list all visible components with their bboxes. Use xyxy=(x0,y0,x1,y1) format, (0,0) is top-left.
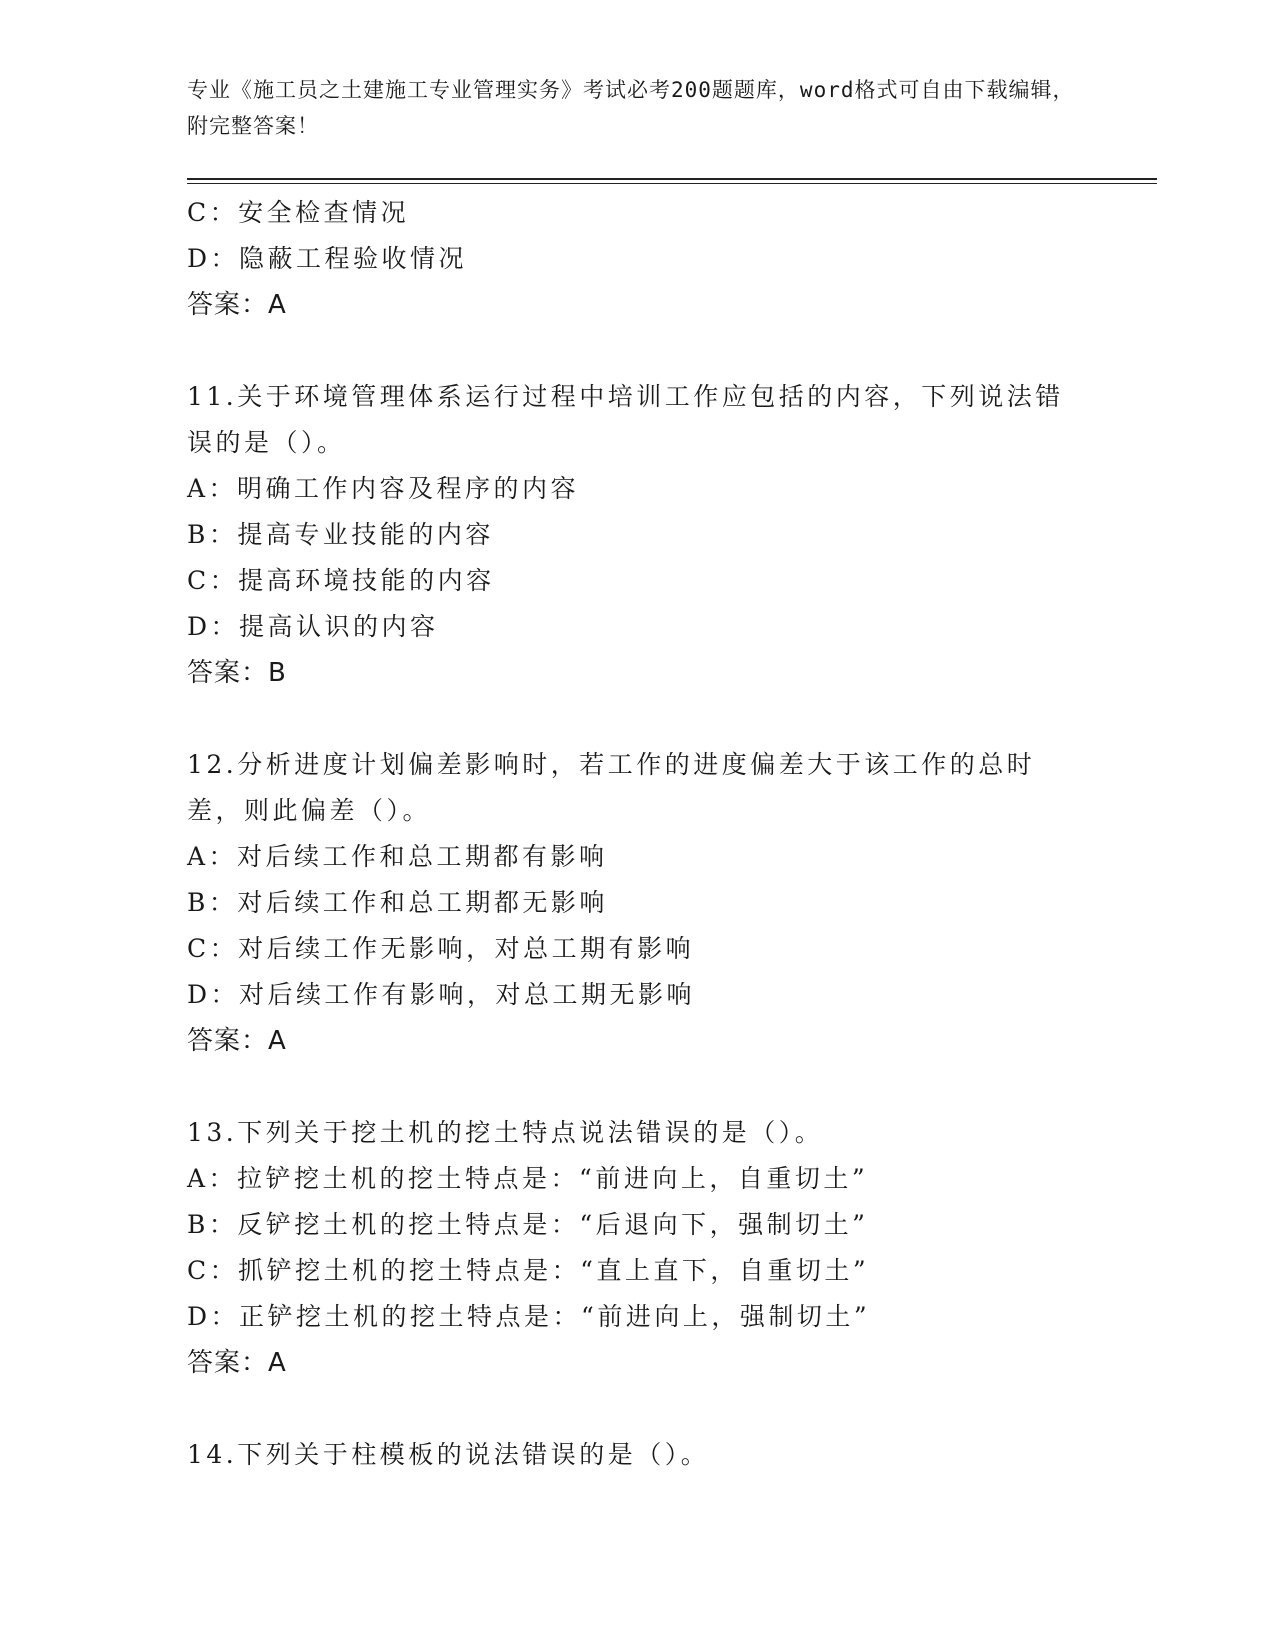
question-stem: 11.关于环境管理体系运行过程中培训工作应包括的内容，下列说法错误的是（）。 xyxy=(187,382,1064,457)
option-c: C：对后续工作无影响，对总工期有影响 xyxy=(187,934,695,963)
page-header: 专业《施工员之土建施工专业管理实务》考试必考200题题库，word格式可自由下载编辑，附完整答案！ xyxy=(187,78,1075,138)
option-b: B：提高专业技能的内容 xyxy=(187,520,494,549)
question-stem: 14.下列关于柱模板的说法错误的是（）。 xyxy=(187,1440,710,1469)
answer-line: 答案：A xyxy=(187,1026,287,1056)
option-d: D：对后续工作有影响，对总工期无影响 xyxy=(187,980,696,1009)
option-a: A：对后续工作和总工期都有影响 xyxy=(187,842,608,871)
question-stem: 12.分析进度计划偏差影响时，若工作的进度偏差大于该工作的总时差，则此偏差（）。 xyxy=(187,750,1036,825)
question-stem: 13.下列关于挖土机的挖土特点说法错误的是（）。 xyxy=(187,1118,824,1147)
option-c: C：安全检查情况 xyxy=(187,198,410,227)
spacer xyxy=(187,328,1087,374)
option-b: B：反铲挖土机的挖土特点是：“后退向下，强制切土” xyxy=(187,1210,869,1239)
spacer xyxy=(187,1064,1087,1110)
option-b: B：对后续工作和总工期都无影响 xyxy=(187,888,608,917)
answer-line: 答案：A xyxy=(187,1348,287,1378)
spacer xyxy=(187,1386,1087,1432)
header-rule-thin xyxy=(187,183,1157,184)
option-a: A：拉铲挖土机的挖土特点是：“前进向上，自重切土” xyxy=(187,1164,869,1193)
question-content xyxy=(187,190,1087,1478)
option-c: C：抓铲挖土机的挖土特点是：“直上直下，自重切土” xyxy=(187,1256,870,1285)
answer-line: 答案：A xyxy=(187,290,287,320)
option-d: D：隐蔽工程验收情况 xyxy=(187,244,468,273)
option-d: D：正铲挖土机的挖土特点是：“前进向上，强制切土” xyxy=(187,1302,871,1331)
spacer xyxy=(187,696,1087,742)
option-c: C：提高环境技能的内容 xyxy=(187,566,495,595)
option-d: D：提高认识的内容 xyxy=(187,612,439,641)
option-a: A：明确工作内容及程序的内容 xyxy=(187,474,580,503)
answer-line: 答案：B xyxy=(187,658,287,688)
header-rule-thick xyxy=(187,178,1157,180)
